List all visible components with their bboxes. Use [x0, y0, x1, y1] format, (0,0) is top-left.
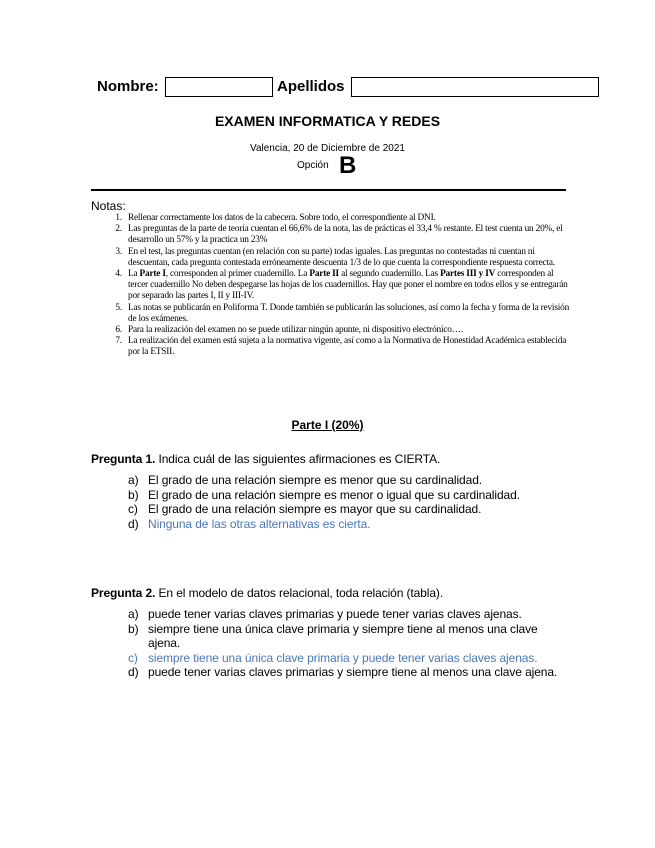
exam-title: EXAMEN INFORMATICA Y REDES: [214, 113, 441, 129]
option-letter: B: [339, 152, 357, 179]
question-2: [91, 586, 443, 600]
option-c[interactable]: c) El grado de una relación siempre es mayor que su cardinalidad.: [128, 502, 482, 516]
exam-date: Valencia, 20 de Diciembre de 2021: [250, 143, 405, 154]
question-2-options: [128, 607, 560, 680]
question-2-label: Pregunta 2.: [91, 586, 156, 600]
note-item: 1. Rellenar correctamente los datos de la cabecera. Sobre todo, el correspondiente al DNI.: [115, 213, 436, 223]
option-b[interactable]: b) El grado de una relación siempre es menor o igual que su cardinalidad.: [128, 487, 520, 502]
note-item: 3. En el test, las preguntas cuentan (en relación con su parte) todas iguales. Las preguntas no contestadas ni cuentan ni descuentan, cada pregunta contestada erróneamente descuenta 1/3 de lo que cuenta la correspondiente respuesta correcta.: [115, 246, 555, 268]
option-a[interactable]: a) puede tener varias claves primarias y puede tener varias claves ajenas.: [128, 607, 522, 621]
note-item: 4. La Parte I, corresponden al primer cuadernillo. La Parte II al segundo cuadernillo. Las Partes III y IV corresponden al tercer cuadernillo No deben despegarse las hojas de los cuadernillos. Hay que poner el nombre en todos ellos y se entregarán por separado las partes I, II y III-IV.: [115, 269, 568, 302]
note-item: 7. La realización del examen está sujeta a la normativa vigente, así como a la Normativa de Honestidad Académica establecida por la ETSII.: [115, 336, 567, 358]
note-item: 6. Para la realización del examen no se puede utilizar ningún apunte, ni dispositivo electrónico….: [115, 325, 463, 336]
note-item: 2. Las preguntas de la parte de teoría cuentan el 66,6% de la nota, las de prácticas el 33,4 % restante. El test cuenta un 20%, el desarrollo un 57% y la practica un 23%: [115, 224, 563, 246]
option-d[interactable]: d) puede tener varias claves primarias y siempre tiene al menos una clave ajena.: [128, 665, 558, 679]
name-field[interactable]: [165, 77, 273, 97]
option-d[interactable]: d) Ninguna de las otras alternativas es cierta.: [128, 516, 371, 531]
question-2-text: En el modelo de datos relacional, toda relación (tabla).: [155, 586, 444, 600]
question-1-options: [128, 473, 568, 531]
option-b[interactable]: b) siempre tiene una única clave primaria y siempre tiene al menos una clave ajena.: [128, 621, 538, 650]
correct-answer: Ninguna de las otras alternativas es cierta.: [148, 516, 371, 531]
correct-answer: siempre tiene una única clave primaria y puede tener varias claves ajenas.: [148, 650, 538, 665]
option-c[interactable]: c) siempre tiene una única clave primaria y puede tener varias claves ajenas.: [128, 650, 538, 665]
question-1-text: Indica cuál de las siguientes afirmaciones es CIERTA.: [155, 452, 441, 466]
name-label: Nombre:: [97, 78, 159, 95]
question-1-label: Pregunta 1.: [91, 452, 156, 466]
option-label: Opción: [297, 160, 329, 171]
student-header: [0, 77, 655, 97]
option-a[interactable]: a) El grado de una relación siempre es menor que su cardinalidad.: [128, 473, 483, 487]
surname-field[interactable]: [351, 77, 599, 97]
notes-list: [115, 213, 573, 359]
part-title: Parte I (20%): [291, 418, 364, 432]
question-1: [91, 452, 440, 466]
surname-label: Apellidos: [277, 78, 345, 95]
note-item: 5. Las notas se publicarán en Poliformа T. Donde también se publicarán las soluciones, así como la fecha y forma de la revisión de los exámenes.: [115, 302, 570, 324]
header-divider: [91, 189, 566, 191]
notes-heading: Notas:: [91, 199, 126, 213]
